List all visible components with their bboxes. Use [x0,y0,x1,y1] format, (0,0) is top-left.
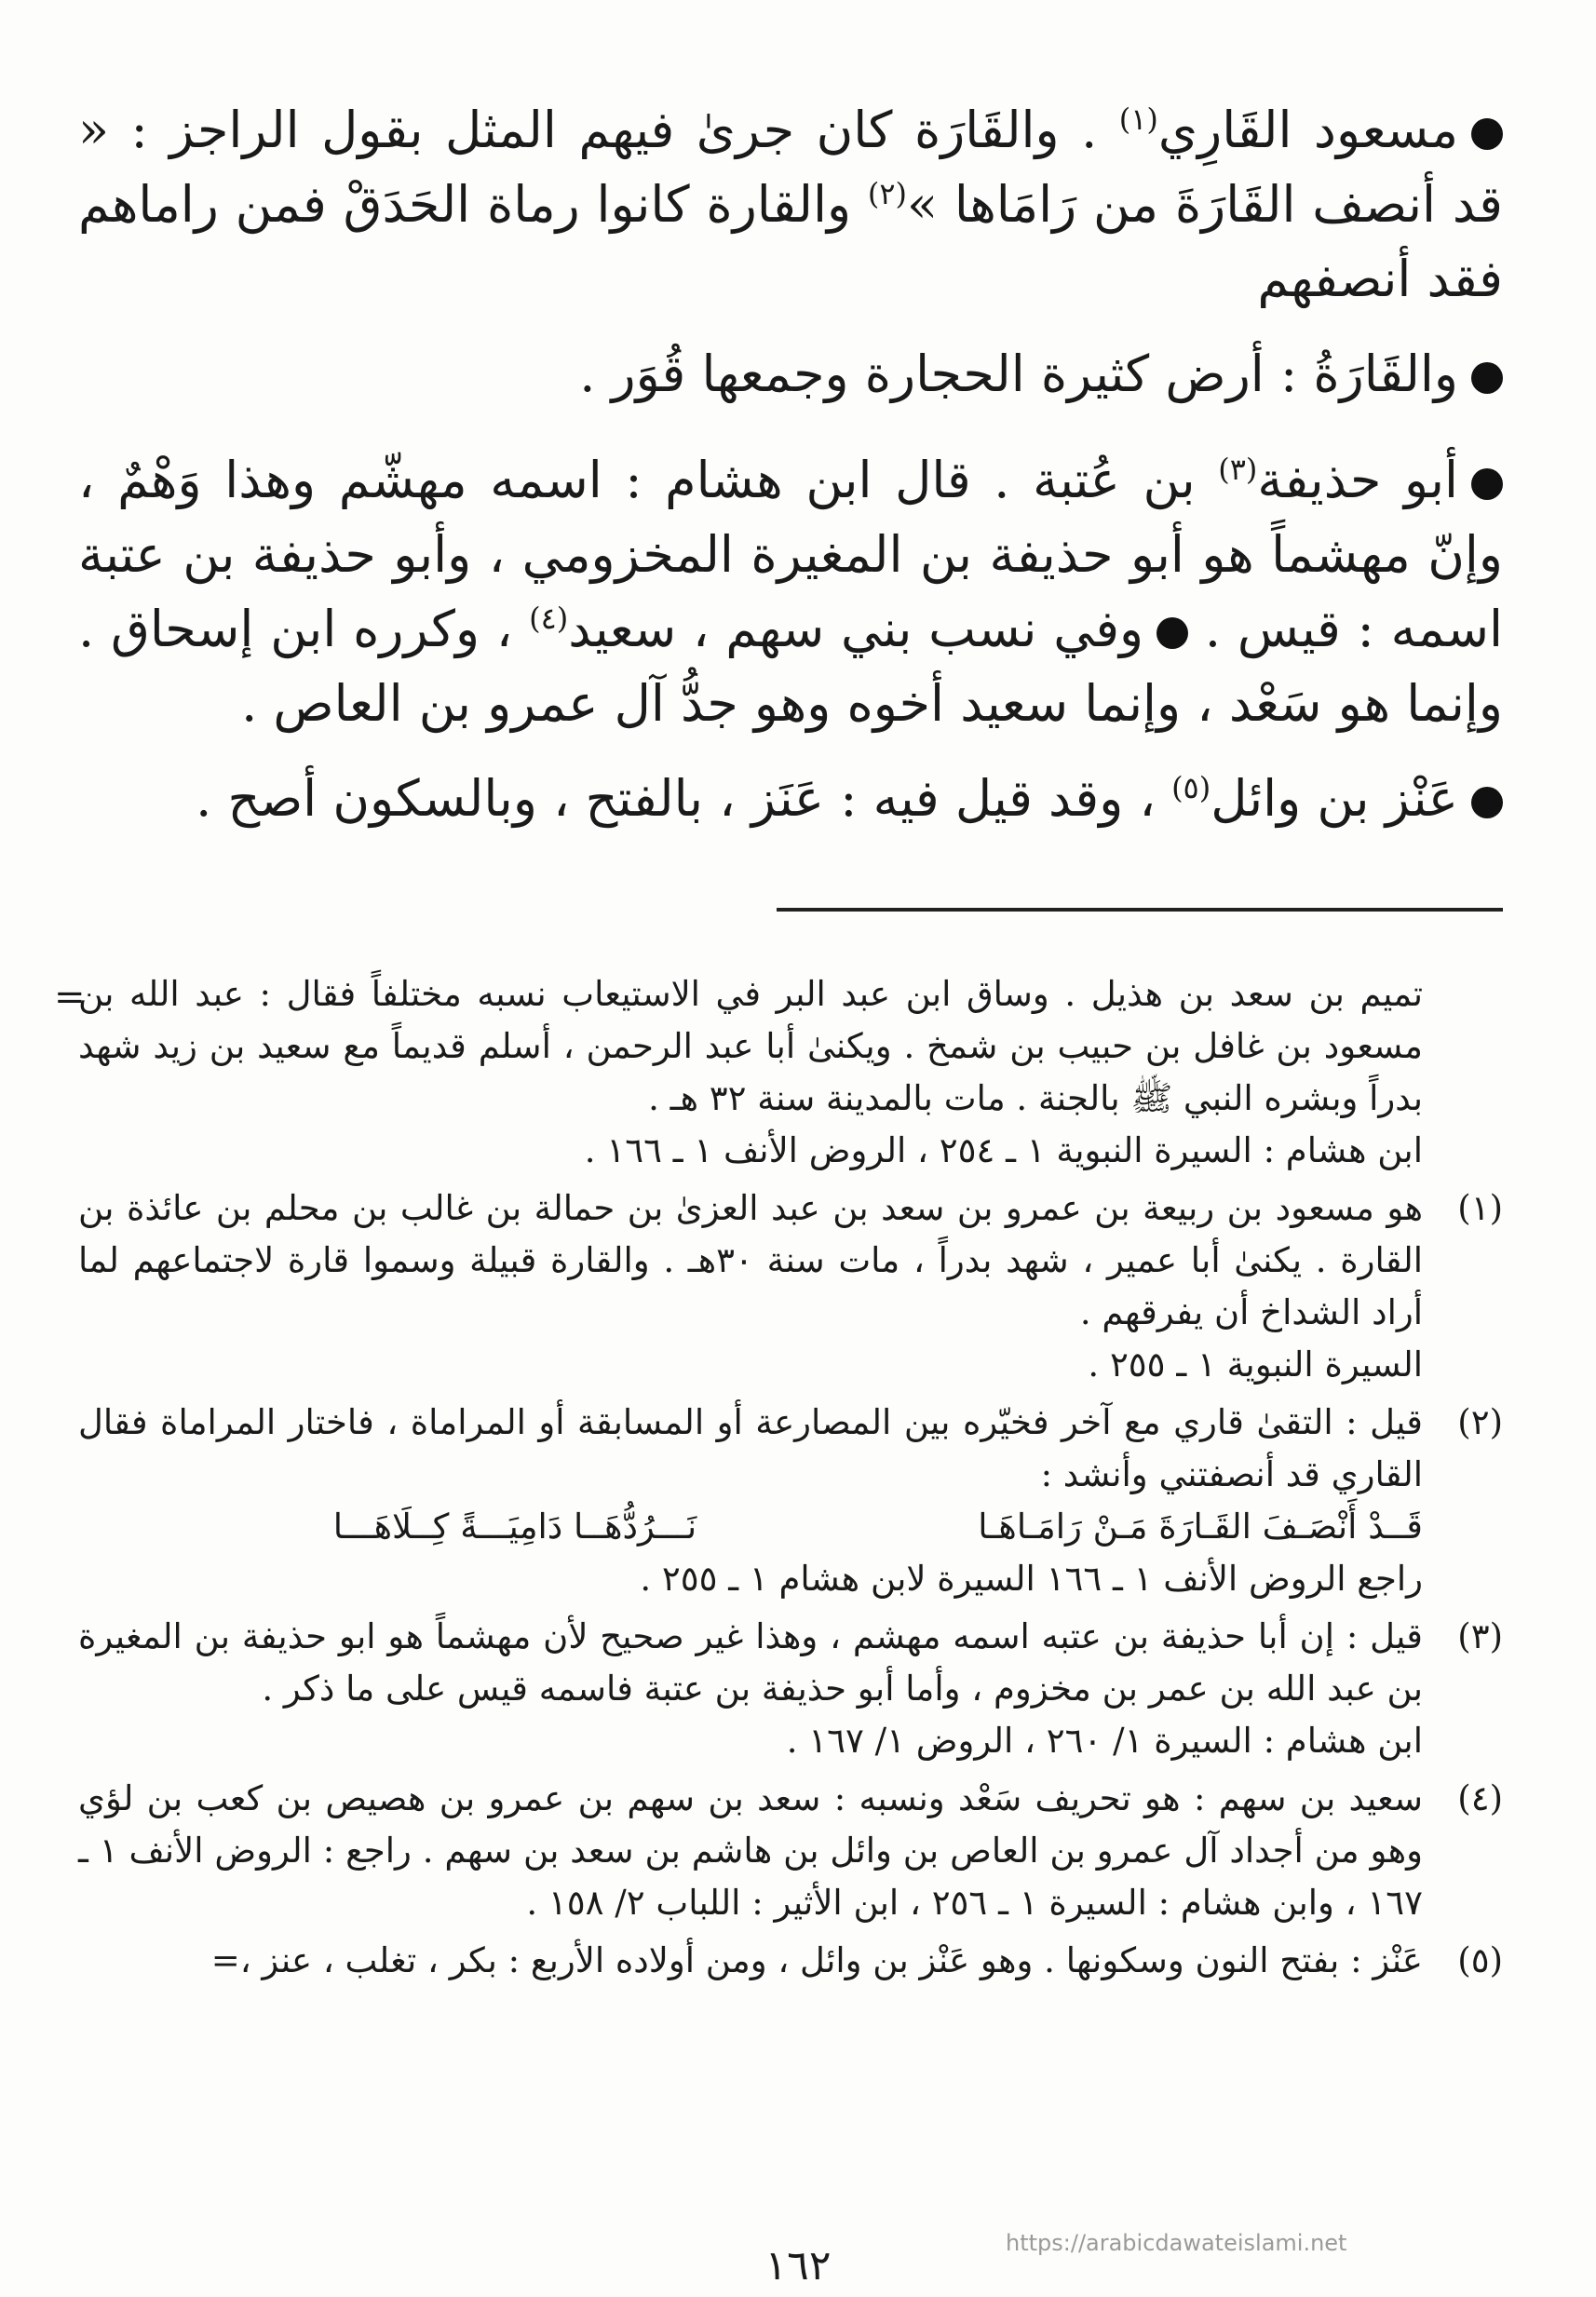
bullet-icon [1471,118,1503,150]
verse-hemistich: قَــدْ أَنْصَـفَ القَـارَةَ مَـنْ رَامَـاهَـا [978,1507,1423,1547]
footnote-text [78,1611,1423,1767]
text-run: بن عُتبة . قال ابن هشام : اسمه مهشّم وهذا وَهْمٌ ، وإنّ مهشماً هو أبو حذيفة بن المغيرة المخزومي ، وأبو حذيفة بن عتبة اسمه : قيس . [78,451,1503,658]
text-run: ، وقد قيل فيه : عَنَز ، بالفتح ، وبالسكون أصح . [196,769,1172,828]
paragraph [78,337,1503,412]
main-text [78,93,1503,857]
footnote-ref: (١) [1118,101,1158,137]
footnote [78,968,1503,1177]
verse-hemistich: نَـــرُدُّهَــا دَامِيَـــةً كِــلَاهَـــا [332,1507,697,1547]
footnote-line: السيرة النبوية ١ ـ ٢٥٥ . [1088,1344,1423,1385]
bullet-icon [1471,468,1503,500]
footnote-text [78,1935,1423,1987]
footnote [78,1773,1503,1929]
text-run: ، وكرره ابن إسحاق . وإنما هو سَعْد ، وإنما سعيد أخوه وهو جدُّ آل عمرو بن العاص . [78,600,1503,733]
footnotes [78,968,1503,1993]
footnote-line: راجع الروض الأنف ١ ـ ١٦٦ السيرة لابن هشام ١ ـ ٢٥٥ . [640,1559,1423,1599]
footnote-line: ابن هشام : السيرة ١/ ٢٦٠ ، الروض ١/ ١٦٧ . [786,1721,1423,1761]
bullet-icon [1156,617,1188,649]
footnote [78,1611,1503,1767]
continuation-mark: = [54,976,86,1019]
footnote-text [78,968,1423,1177]
text-run: . والقَارَة كان جرىٰ فيهم المثل بقول الراجز : « قد أنصف القَارَةَ من رَامَاها » [78,101,1503,234]
watermark: https://arabicdawateislami.net [1006,2230,1347,2256]
footnote-ref: (٤) [529,601,569,636]
poem-verse [78,1501,1423,1553]
text-run: أبو حذيفة [1257,451,1458,509]
footnote-line: سعيد بن سهم : هو تحريف سَعْد ونسبه : سعد بن سهم بن عمرو بن هصيص بن كعب بن لؤي وهو من أجداد آل عمرو بن العاص بن وائل بن هاشم بن سعد بن سهم . راجع : الروض الأنف ١ ـ ١٦٧ ، وابن هشام : السيرة ١ ـ ٢٥٦ ، ابن الأثير : اللباب ٢/ ١٥٨ . [78,1778,1423,1923]
footnote-ref: (٥) [1171,770,1211,805]
footnote [78,1182,1503,1391]
paragraph [78,93,1503,317]
bullet-icon [1471,362,1503,394]
footnote-ref: (٣) [1218,452,1258,487]
paragraph [78,762,1503,836]
footnote-ref: (٢) [867,176,908,211]
footnote-number: (٢) [1457,1402,1503,1442]
footnote-separator [777,908,1503,912]
paragraph [78,443,1503,741]
footnote-number: (٤) [1457,1778,1503,1818]
text-run: والقارة كانوا رماة الحَدَقْ فمن راماهم فقد أنصفهم [78,175,1503,308]
footnote-line: قيل : إن أبا حذيفة بن عتبه اسمه مهشم ، وهذا غير صحيح لأن مهشماً هو ابو حذيفة بن المغيرة بن عبد الله بن عمر بن مخزوم ، وأما أبو حذيفة بن عتبة فاسمه قيس على ما ذكر . [78,1616,1423,1709]
footnote-number: (٥) [1457,1940,1503,1980]
text-run: عَنْز بن وائل [1211,769,1458,828]
text-run: والقَارَةُ : أرض كثيرة الحجارة وجمعها قُوَر . [579,345,1458,403]
footnote-text [78,1397,1423,1605]
footnote-number: (١) [1457,1188,1503,1228]
footnote [78,1397,1503,1605]
footnote-line: عَنْز : بفتح النون وسكونها . وهو عَنْز بن وائل ، ومن أولاده الأربع : بكر ، تغلب ، عنز ،= [210,1940,1423,1980]
bullet-icon [1471,787,1503,818]
text-run: وفي نسب بني سهم ، سعيد [568,600,1144,658]
footnote-line: هو مسعود بن ربيعة بن عمرو بن سعد بن عبد العزىٰ بن حمالة بن غالب بن محلم بن عائذة بن القارة . يكنىٰ أبا عمير ، شهد بدراً ، مات سنة ٣٠هـ . والقارة قبيلة وسموا قارة لاجتماعهم لما أراد الشداخ أن يفرقهم . [78,1188,1423,1332]
footnote-text [78,1182,1423,1391]
footnote-line: قيل : التقىٰ قاري مع آخر فخيّره بين المصارعة أو المسابقة أو المراماة ، فاختار المراماة فقال القاري قد أنصفتني وأنشد : [78,1402,1423,1494]
footnote-text [78,1773,1423,1929]
footnote-number [1423,968,1503,1177]
text-run: مسعود القَارِي [1157,101,1459,159]
footnote [78,1935,1503,1987]
footnote-number: (٣) [1457,1616,1503,1656]
page-number: ١٦٢ [764,2242,832,2290]
footnote-line: ابن هشام : السيرة النبوية ١ ـ ٢٥٤ ، الروض الأنف ١ ـ ١٦٦ . [584,1130,1423,1170]
footnote-line: تميم بن سعد بن هذيل . وساق ابن عبد البر في الاستيعاب نسبه مختلفاً فقال : عبد الله بن مسعود بن غافل بن حبيب بن شمخ . ويكنىٰ أبا عبد الرحمن ، أسلم قديماً مع سعيد بن زيد شهد بدراً وبشره النبي ﷺ بالجنة . مات بالمدينة سنة ٣٢ هـ . [78,974,1423,1118]
